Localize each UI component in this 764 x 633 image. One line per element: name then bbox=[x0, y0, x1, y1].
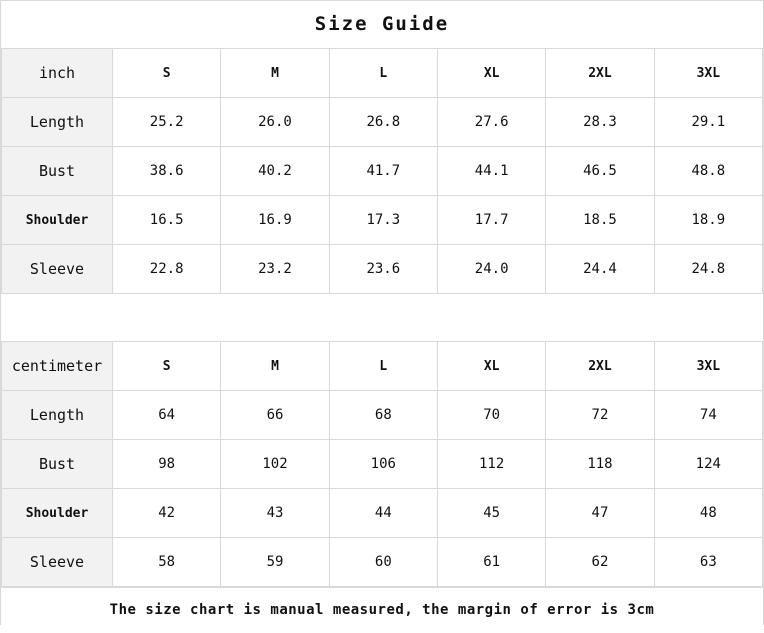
spacer-cell bbox=[221, 294, 329, 342]
row-label-sleeve-cm: Sleeve bbox=[2, 538, 113, 587]
table-spacer-row bbox=[2, 294, 763, 342]
cell-sleeve-inch-s: 22.8 bbox=[113, 245, 221, 294]
table-row bbox=[2, 98, 763, 147]
table-row bbox=[2, 440, 763, 489]
cell-shoulder-cm-m: 43 bbox=[221, 489, 329, 538]
size-header-l: L bbox=[329, 49, 437, 98]
spacer-cell bbox=[329, 294, 437, 342]
page-title: Size Guide bbox=[1, 1, 763, 48]
cell-shoulder-inch-2xl: 18.5 bbox=[546, 196, 654, 245]
row-label-sleeve-inch: Sleeve bbox=[2, 245, 113, 294]
size-header-xl: XL bbox=[437, 49, 545, 98]
cell-sleeve-cm-2xl: 62 bbox=[546, 538, 654, 587]
cell-bust-cm-l: 106 bbox=[329, 440, 437, 489]
cell-sleeve-inch-xl: 24.0 bbox=[437, 245, 545, 294]
cell-length-inch-m: 26.0 bbox=[221, 98, 329, 147]
cell-length-inch-2xl: 28.3 bbox=[546, 98, 654, 147]
table-row bbox=[2, 147, 763, 196]
cell-sleeve-cm-m: 59 bbox=[221, 538, 329, 587]
spacer-cell bbox=[437, 294, 545, 342]
cell-sleeve-cm-l: 60 bbox=[329, 538, 437, 587]
size-header-cm-m: M bbox=[221, 342, 329, 391]
cell-bust-inch-3xl: 48.8 bbox=[654, 147, 762, 196]
measurement-disclaimer: The size chart is manual measured, the margin of error is 3cm bbox=[1, 587, 763, 633]
size-guide-table bbox=[1, 48, 763, 587]
cell-sleeve-cm-xl: 61 bbox=[437, 538, 545, 587]
cell-sleeve-cm-s: 58 bbox=[113, 538, 221, 587]
cell-length-inch-s: 25.2 bbox=[113, 98, 221, 147]
size-header-s: S bbox=[113, 49, 221, 98]
size-header-cm-2xl: 2XL bbox=[546, 342, 654, 391]
unit-label-centimeter: centimeter bbox=[2, 342, 113, 391]
size-header-3xl: 3XL bbox=[654, 49, 762, 98]
cell-sleeve-inch-m: 23.2 bbox=[221, 245, 329, 294]
size-header-cm-s: S bbox=[113, 342, 221, 391]
table-row-header-centimeter bbox=[2, 342, 763, 391]
table-row bbox=[2, 245, 763, 294]
row-label-shoulder-cm: Shoulder bbox=[2, 489, 113, 538]
cell-shoulder-cm-s: 42 bbox=[113, 489, 221, 538]
cell-bust-cm-s: 98 bbox=[113, 440, 221, 489]
cell-bust-inch-l: 41.7 bbox=[329, 147, 437, 196]
spacer-cell bbox=[654, 294, 762, 342]
size-header-cm-xl: XL bbox=[437, 342, 545, 391]
size-header-m: M bbox=[221, 49, 329, 98]
cell-shoulder-cm-2xl: 47 bbox=[546, 489, 654, 538]
cell-bust-cm-3xl: 124 bbox=[654, 440, 762, 489]
spacer-cell bbox=[113, 294, 221, 342]
row-label-length-inch: Length bbox=[2, 98, 113, 147]
row-label-bust-cm: Bust bbox=[2, 440, 113, 489]
cell-length-cm-s: 64 bbox=[113, 391, 221, 440]
row-label-length-cm: Length bbox=[2, 391, 113, 440]
cell-bust-inch-m: 40.2 bbox=[221, 147, 329, 196]
cell-sleeve-inch-l: 23.6 bbox=[329, 245, 437, 294]
cell-length-inch-xl: 27.6 bbox=[437, 98, 545, 147]
cell-length-cm-2xl: 72 bbox=[546, 391, 654, 440]
table-row bbox=[2, 538, 763, 587]
cell-length-inch-3xl: 29.1 bbox=[654, 98, 762, 147]
cell-shoulder-cm-3xl: 48 bbox=[654, 489, 762, 538]
cell-sleeve-inch-3xl: 24.8 bbox=[654, 245, 762, 294]
table-row-header-inch bbox=[2, 49, 763, 98]
cell-shoulder-cm-l: 44 bbox=[329, 489, 437, 538]
row-label-bust-inch: Bust bbox=[2, 147, 113, 196]
size-header-cm-3xl: 3XL bbox=[654, 342, 762, 391]
unit-label-inch: inch bbox=[2, 49, 113, 98]
cell-sleeve-inch-2xl: 24.4 bbox=[546, 245, 654, 294]
cell-bust-inch-2xl: 46.5 bbox=[546, 147, 654, 196]
cell-length-cm-xl: 70 bbox=[437, 391, 545, 440]
cell-sleeve-cm-3xl: 63 bbox=[654, 538, 762, 587]
spacer-cell bbox=[2, 294, 113, 342]
cell-bust-cm-m: 102 bbox=[221, 440, 329, 489]
cell-bust-inch-xl: 44.1 bbox=[437, 147, 545, 196]
size-header-cm-l: L bbox=[329, 342, 437, 391]
cell-bust-cm-xl: 112 bbox=[437, 440, 545, 489]
cell-bust-cm-2xl: 118 bbox=[546, 440, 654, 489]
cell-shoulder-inch-3xl: 18.9 bbox=[654, 196, 762, 245]
cell-shoulder-inch-l: 17.3 bbox=[329, 196, 437, 245]
cell-length-cm-l: 68 bbox=[329, 391, 437, 440]
size-header-2xl: 2XL bbox=[546, 49, 654, 98]
cell-shoulder-inch-m: 16.9 bbox=[221, 196, 329, 245]
spacer-cell bbox=[546, 294, 654, 342]
table-row bbox=[2, 196, 763, 245]
cell-shoulder-cm-xl: 45 bbox=[437, 489, 545, 538]
table-row bbox=[2, 489, 763, 538]
cell-shoulder-inch-s: 16.5 bbox=[113, 196, 221, 245]
cell-length-inch-l: 26.8 bbox=[329, 98, 437, 147]
row-label-shoulder-inch: Shoulder bbox=[2, 196, 113, 245]
cell-length-cm-m: 66 bbox=[221, 391, 329, 440]
cell-shoulder-inch-xl: 17.7 bbox=[437, 196, 545, 245]
table-row bbox=[2, 391, 763, 440]
cell-length-cm-3xl: 74 bbox=[654, 391, 762, 440]
cell-bust-inch-s: 38.6 bbox=[113, 147, 221, 196]
